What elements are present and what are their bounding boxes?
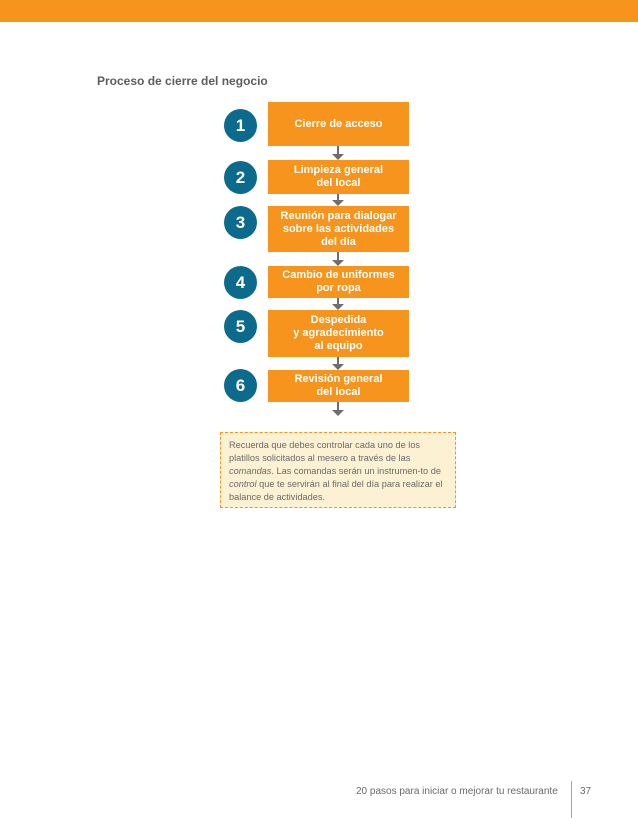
step-2-number: 2 — [224, 161, 257, 194]
arrow-down-icon — [332, 252, 344, 266]
step-4-box: Cambio de uniformes por ropa — [268, 266, 409, 298]
step-3-number: 3 — [224, 206, 257, 239]
step-3-box: Reunión para dialogar sobre las actividades del día — [268, 206, 409, 252]
step-4-number: 4 — [224, 266, 257, 299]
reminder-note — [220, 432, 456, 508]
step-6-number: 6 — [224, 369, 257, 402]
note-italic-control: control — [229, 479, 257, 489]
arrow-down-icon — [332, 298, 344, 310]
step-2-box: Limpieza general del local — [268, 160, 409, 194]
note-italic-comandas: comandas — [229, 466, 272, 476]
note-text: Recuerda que debes controlar cada uno de los platillos solicitados al mesero a través de las — [229, 440, 421, 463]
step-6-box: Revisión general del local — [268, 370, 409, 402]
step-1-number: 1 — [224, 109, 257, 142]
note-text: que te servirán al final del día para realizar el balance de actividades. — [229, 479, 443, 502]
step-5-number: 5 — [224, 310, 257, 343]
footer-divider — [571, 781, 572, 818]
step-1-box: Cierre de acceso — [268, 102, 409, 146]
section-title: Proceso de cierre del negocio — [97, 74, 268, 88]
arrow-down-icon — [332, 194, 344, 206]
note-text: . Las comandas serán un instrumen-to de — [271, 466, 441, 476]
top-bar — [0, 0, 638, 22]
arrow-down-icon — [332, 357, 344, 370]
page-number: 37 — [580, 786, 592, 797]
footer-book-title: 20 pasos para iniciar o mejorar tu restaurante — [356, 786, 558, 797]
step-5-box: Despedida y agradecimiento al equipo — [268, 310, 409, 357]
arrow-down-icon — [332, 402, 344, 416]
arrow-down-icon — [332, 146, 344, 160]
